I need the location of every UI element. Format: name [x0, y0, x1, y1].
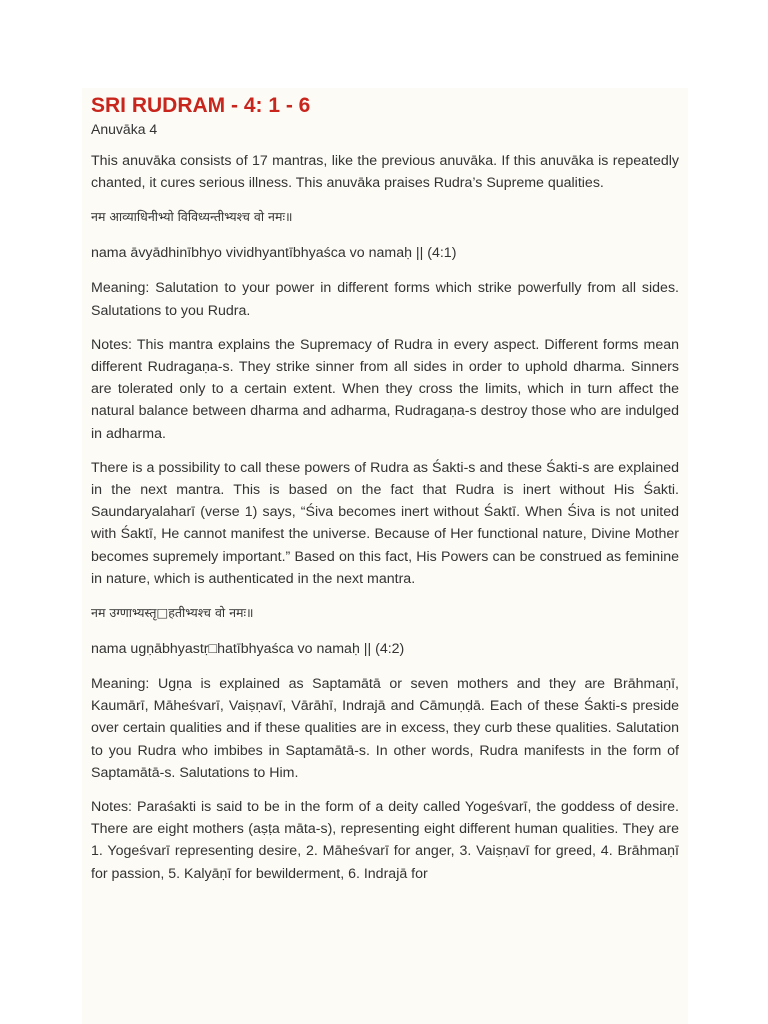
page-subtitle: Anuvāka 4: [91, 121, 158, 137]
transliteration-1: nama āvyādhinībhyo vividhyantībhyaśca vo namaḥ || (4:1): [91, 245, 457, 262]
page-title: SRI RUDRAM - 4: 1 - 6: [91, 94, 311, 117]
transliteration-2: nama ugṇābhyastṛ□hatībhyaśca vo namaḥ || (4:2): [91, 641, 405, 658]
notes-paragraph-2: Notes: Paraśakti is said to be in the form of a deity called Yogeśvarī, the goddess of desire. There are eight mothers (aṣṭa māta-s), representing eight different human qualities. They are 1. Yogeśvarī representing desire, 2. Māheśvarī for anger, 3. Vaiṣṇavī for greed, 4. Brāhmaṇī for passion, 5. Kalyāṇī for bewilderment, 6. Indrajā for: [91, 799, 679, 882]
meaning-paragraph-2: Meaning: Ugṇa is explained as Saptamātā or seven mothers and they are Brāhmaṇī, Kaumārī, Māheśvarī, Vaiṣṇavī, Vārāhī, Indrajā and Cāmuṇḍā. Each of these Śakti-s preside over certain qualities and if these qualities are in excess, they curb these qualities. Salutation to you Rudra who imbibes in Saptamātā-s. In other words, Rudra manifests in the form of Saptamātā-s. Salutations to Him.: [91, 676, 679, 781]
notes-paragraph-1: Notes: This mantra explains the Supremacy of Rudra in every aspect. Different forms mean different Rudragaṇa-s. They strike sinner from all sides in order to uphold dharma. Sinners are tolerated only to a certain extent. When they cross the limits, which in turn affect the natural balance between dharma and adharma, Rudragaṇa-s destroy those who are indulged in adharma.: [91, 336, 679, 442]
document-page: [82, 88, 688, 1024]
intro-paragraph: This anuvāka consists of 17 mantras, like the previous anuvāka. If this anuvāka is repeatedly chanted, it cures serious illness. This anuvāka praises Rudra’s Supreme qualities.: [91, 153, 679, 192]
sanskrit-verse-1: नम आव्याधिनीभ्यो विविध्यन्तीभ्यश्च वो नमः॥: [91, 209, 293, 225]
document-content: [82, 88, 688, 885]
sanskrit-verse-2: नम उग्णाभ्यस्तृ□हतीभ्यश्च वो नमः॥: [91, 605, 254, 621]
shakti-paragraph: There is a possibility to call these powers of Rudra as Śakti-s and these Śakti-s are explained in the next mantra. This is based on the fact that Rudra is inert without His Śakti. Saundaryalaharī (verse 1) says, “Śiva becomes inert without Śaktī. When Śiva is not united with Śaktī, He cannot manifest the universe. Because of Her functional nature, Divine Mother becomes supremely important.” Based on this fact, His Powers can be construed as feminine in nature, which is authenticated in the next mantra.: [91, 459, 679, 587]
meaning-paragraph-1: Meaning: Salutation to your power in different forms which strike powerfully from all sides. Salutations to you Rudra.: [91, 280, 679, 319]
